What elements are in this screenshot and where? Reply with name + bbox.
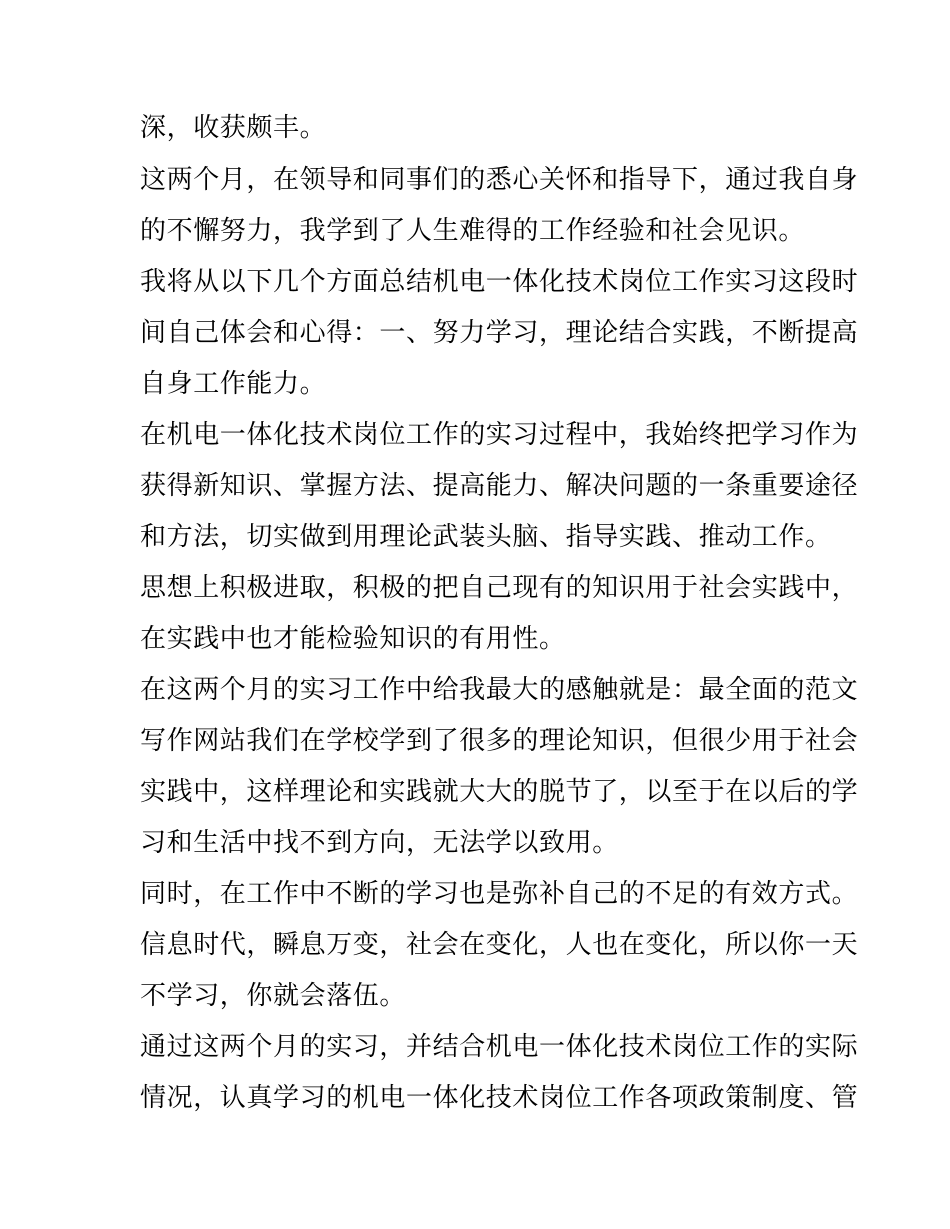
text-line: 间自己体会和心得：一、努力学习，理论结合实践，不断提高 [140, 318, 859, 348]
text-line: 写作网站我们在学校学到了很多的理论知识，但很少用于社会 [140, 726, 859, 756]
text-line: 的不懈努力，我学到了人生难得的工作经验和社会见识。 [140, 216, 806, 246]
text-line: 同时，在工作中不断的学习也是弥补自己的不足的有效方式。 [140, 879, 859, 909]
text-line: 深，收获颇丰。 [140, 113, 327, 143]
text-line: 实践中，这样理论和实践就大大的脱节了，以至于在以后的学 [140, 777, 859, 807]
text-line: 情况，认真学习的机电一体化技术岗位工作各项政策制度、管 [140, 1083, 859, 1113]
text-line: 获得新知识、掌握方法、提高能力、解决问题的一条重要途径 [140, 471, 859, 501]
text-line: 不学习，你就会落伍。 [140, 981, 407, 1011]
text-line: 在机电一体化技术岗位工作的实习过程中，我始终把学习作为 [140, 420, 859, 450]
text-line: 思想上积极进取，积极的把自己现有的知识用于社会实践中， [140, 573, 859, 603]
text-line: 在这两个月的实习工作中给我最大的感触就是：最全面的范文 [140, 675, 859, 705]
text-line: 自身工作能力。 [140, 369, 327, 399]
text-line: 习和生活中找不到方向，无法学以致用。 [140, 828, 619, 858]
text-line: 这两个月，在领导和同事们的悉心关怀和指导下，通过我自身 [140, 165, 859, 195]
text-line: 信息时代，瞬息万变，社会在变化，人也在变化，所以你一天 [140, 930, 859, 960]
text-line: 在实践中也才能检验知识的有用性。 [140, 624, 566, 654]
text-line: 和方法，切实做到用理论武装头脑、指导实践、推动工作。 [140, 522, 832, 552]
text-line: 我将从以下几个方面总结机电一体化技术岗位工作实习这段时 [140, 267, 859, 297]
text-line: 通过这两个月的实习，并结合机电一体化技术岗位工作的实际 [140, 1032, 859, 1062]
